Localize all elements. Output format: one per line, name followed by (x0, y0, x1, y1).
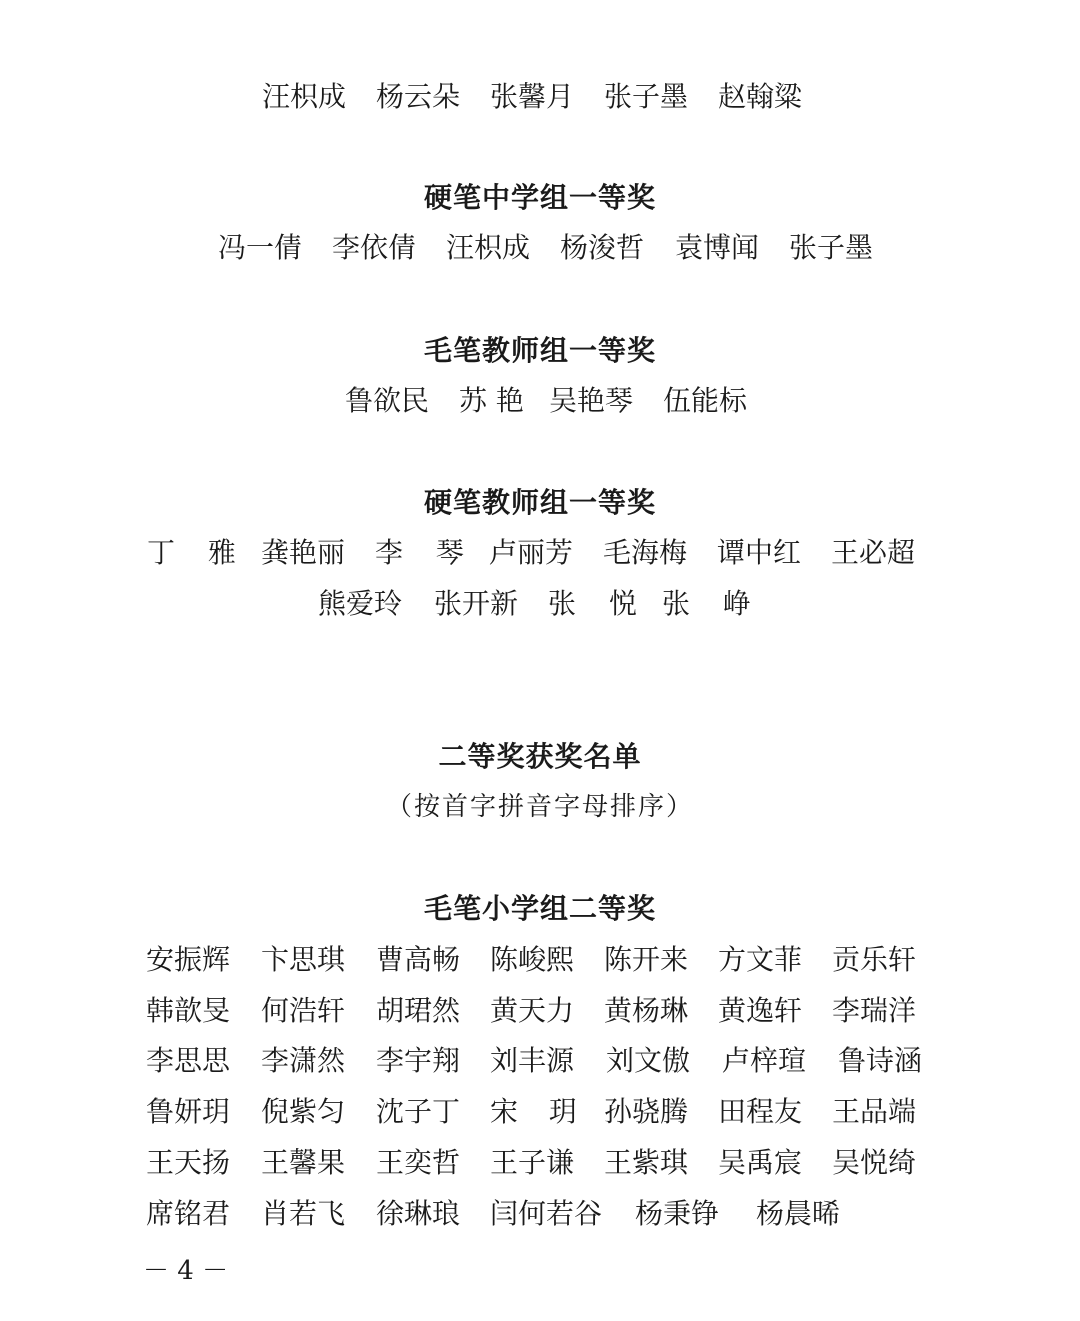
name-item: 席铭君 (146, 1197, 231, 1230)
name-item: 李依倩 (332, 231, 417, 264)
page-number: － 4 － (143, 1256, 229, 1286)
name-item: 闫何若谷 (490, 1197, 603, 1230)
name-item: 曹高畅 (376, 943, 461, 976)
name-item: 吴艳琴 (549, 384, 634, 417)
top-name-row (0, 79, 1080, 115)
name-item: 张子墨 (604, 80, 689, 113)
name-item: 倪紫匀 (261, 1095, 346, 1128)
name-item: 贡乐轩 (832, 943, 917, 976)
name-item: 王子谦 (490, 1146, 575, 1179)
section-title-brush-primary-school: 毛笔小学组二等奖 (423, 892, 656, 925)
name-item: 毛海梅 (603, 536, 688, 569)
name-item: 张馨月 (490, 80, 575, 113)
name-item: 王紫琪 (604, 1146, 689, 1179)
name-item: 王天扬 (146, 1146, 231, 1179)
name-item: 李 琴 (375, 536, 464, 569)
name-item: 鲁欲民 (345, 384, 430, 417)
name-row (0, 383, 1080, 419)
name-item: 丁 雅 (147, 536, 236, 569)
name-item: 张 峥 (662, 587, 751, 620)
name-row (0, 1043, 1080, 1079)
name-item: 沈子丁 (376, 1095, 461, 1128)
name-item: 李瑞洋 (832, 994, 917, 1027)
name-item: 龚艳丽 (261, 536, 346, 569)
name-row (0, 1094, 1080, 1130)
name-item: 吴悦绮 (832, 1146, 917, 1179)
name-item: 胡珺然 (376, 994, 461, 1027)
name-item: 徐琳琅 (376, 1197, 461, 1230)
name-item: 方文菲 (718, 943, 803, 976)
name-item: 鲁诗涵 (838, 1044, 923, 1077)
name-row (0, 993, 1080, 1029)
name-item: 陈开来 (604, 943, 689, 976)
name-item: 肖若飞 (261, 1197, 346, 1230)
name-item: 黄逸轩 (718, 994, 803, 1027)
name-row (0, 535, 1080, 571)
name-item: 王奕哲 (376, 1146, 461, 1179)
name-item: 卞思琪 (261, 943, 346, 976)
name-item: 冯一倩 (218, 231, 303, 264)
name-item: 韩歆旻 (146, 994, 231, 1027)
name-item: 卢丽芳 (489, 536, 574, 569)
name-item: 李思思 (146, 1044, 231, 1077)
name-item: 杨晨晞 (756, 1197, 841, 1230)
name-item: 李宇翔 (376, 1044, 461, 1077)
name-item: 熊爱玲 (318, 587, 403, 620)
name-item: 苏 艳 (459, 384, 524, 417)
name-item: 汪枳成 (262, 80, 347, 113)
name-item: 刘文傲 (606, 1044, 691, 1077)
name-item: 张子墨 (789, 231, 874, 264)
name-item: 孙骁腾 (604, 1095, 689, 1128)
name-item: 伍能标 (663, 384, 748, 417)
name-item: 李潇然 (261, 1044, 346, 1077)
sort-note: （按首字拼音字母排序） (385, 792, 694, 822)
name-item: 杨云朵 (376, 80, 461, 113)
name-row (0, 1145, 1080, 1181)
name-item: 王品端 (832, 1095, 917, 1128)
name-item: 张开新 (434, 587, 519, 620)
second-prize-title: 二等奖获奖名单 (438, 740, 642, 773)
section-title-hard-pen-middle-school: 硬笔中学组一等奖 (423, 181, 656, 214)
name-item: 吴禹宸 (718, 1146, 803, 1179)
name-item: 鲁妍玥 (146, 1095, 231, 1128)
name-row (0, 1196, 1080, 1232)
name-row (0, 586, 1080, 622)
name-item: 杨浚哲 (560, 231, 645, 264)
name-item: 黄杨琳 (604, 994, 689, 1027)
name-item: 杨秉铮 (635, 1197, 720, 1230)
name-item: 宋 玥 (490, 1095, 577, 1128)
name-item: 陈峻熙 (490, 943, 575, 976)
name-item: 安振辉 (146, 943, 231, 976)
name-row (0, 230, 1080, 266)
name-item: 汪枳成 (446, 231, 531, 264)
name-item: 田程友 (718, 1095, 803, 1128)
name-item: 王馨果 (261, 1146, 346, 1179)
name-item: 袁博闻 (675, 231, 760, 264)
name-item: 何浩轩 (261, 994, 346, 1027)
name-item: 谭中红 (717, 536, 802, 569)
name-item: 刘丰源 (490, 1044, 575, 1077)
section-title-brush-teacher: 毛笔教师组一等奖 (423, 334, 656, 367)
name-item: 赵翰粱 (718, 80, 803, 113)
name-item: 卢梓瑄 (722, 1044, 807, 1077)
name-item: 黄天力 (490, 994, 575, 1027)
section-title-hard-pen-teacher: 硬笔教师组一等奖 (423, 486, 656, 519)
name-item: 张 悦 (548, 587, 637, 620)
name-row (0, 942, 1080, 978)
name-item: 王必超 (831, 536, 916, 569)
